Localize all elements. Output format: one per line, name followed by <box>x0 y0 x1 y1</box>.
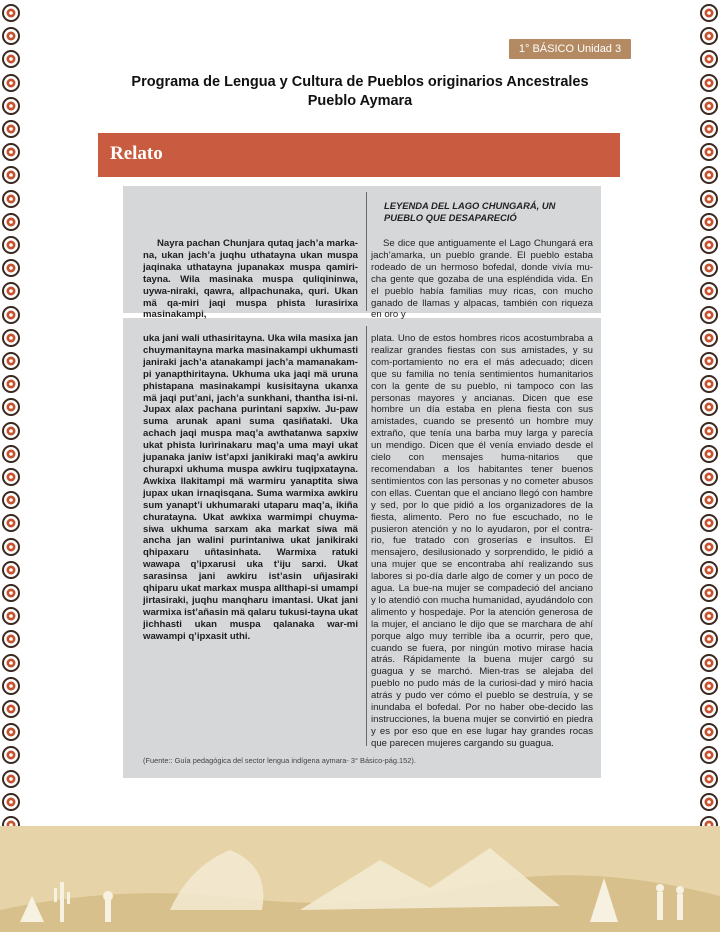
left-border-ornament <box>2 723 20 741</box>
right-border-ornament <box>700 259 718 277</box>
right-border-ornament <box>700 97 718 115</box>
right-border-ornament <box>700 793 718 811</box>
right-border-ornament <box>700 654 718 672</box>
left-border-ornament <box>2 143 20 161</box>
page-title-line2: Pueblo Aymara <box>307 93 413 109</box>
right-border-ornament <box>700 491 718 509</box>
spanish-text-part2: plata. Uno de estos hombres ricos acostumbraba a realizar grandes fiestas con sus amistades, y su com-portamiento no era el más adecuado; dicen que su familia no tenía sentimientos humanitarios con la gente de su pueblo, ni tampoco con las personas mayores y ancianas. Dicen que ese hombre un día estaba en plena fiesta con sus amistades, cuando se presentó un hombre muy extraño, que tenía una barba muy larga y parecía un mendigo. Dicen que él venía enviado desde el cielo con mensajes huma-nitarios que recomendaban a los habitantes tener buenos sentimientos con las personas y no cometer abusos con ellas. Cuentan que el anciano llegó con hambre y sed, por lo que pidió a los organizadores de la fiesta, alimento. Pero no fue escuchado, no le pusieron atención y no lo ayudaron, por el contra-rio, fue tratado con groserías e insultos. El mensajero, desilusionado y sorprendido, le pidió a una mujer que se encontraba ahí realizando sus labores si po-día darle algo de comer y un poco de agua. La bue-na mujer se compadeció del anciano y lo atendió con mucha humanidad, ayudándolo con alimento y hospedaje. Por la atención generosa de la mujer, el anciano le dijo que se marchara de ahí porque algo muy terrible iba a ocurrir, pero que, cuando se fuera, por ningún motivo mirase hacia atrás. Rápidamente la buena mujer cargó su guagua y se marchó. Mien-tras se alejaba del pueblo no pudo más de la curiosi-dad y miró hacia atrás y pudo ver cómo el pueblo se destruía, y se inundaba el bofedal. Por no haber obe-decido las instrucciones, la buena mujer se convirtió en piedra y es por eso que en ese lugar hay grandes rocas que parecen mujeres cargando su guagua. <box>371 333 593 749</box>
left-border-ornament <box>2 4 20 22</box>
left-border-ornament <box>2 329 20 347</box>
spanish-story-title: LEYENDA DEL LAGO CHUNGARÁ, UN PUEBLO QUE DESAPARECIÓ <box>384 200 556 223</box>
right-border-ornament <box>700 561 718 579</box>
left-border-ornament <box>2 677 20 695</box>
aymara-text-part1: Nayra pachan Chunjara qutaq jach’a marka-na, ukan jach’a juqhu uthatayna ukan muspa jaqinaka uthatayna jupanakax muspa qamiri-tayna. Wila masinaka muspa quliqininwa, uywa-niraki, qawra, allpachunaka, quri. Ukan mä qa-miri jaqi muspa phista lurasirixa masinakampi, <box>143 238 358 321</box>
right-border-ornament <box>700 329 718 347</box>
left-border-ornament <box>2 770 20 788</box>
left-border-ornament <box>2 422 20 440</box>
footer-landscape-illustration <box>0 826 720 932</box>
left-border-ornament <box>2 236 20 254</box>
right-border-ornament <box>700 630 718 648</box>
left-ornament-border <box>0 0 22 932</box>
right-border-ornament <box>700 375 718 393</box>
right-border-ornament <box>700 584 718 602</box>
right-border-ornament <box>700 398 718 416</box>
column-divider-bottom <box>366 326 367 746</box>
left-border-ornament <box>2 120 20 138</box>
page-title-line1: Programa de Lengua y Cultura de Pueblos originarios Ancestrales <box>131 74 589 90</box>
source-note: (Fuente:: Guía pedagógica del sector lengua indígena aymara- 3° Básico-pág.152). <box>143 756 416 765</box>
left-border-ornament <box>2 793 20 811</box>
left-border-ornament <box>2 27 20 45</box>
left-border-ornament <box>2 398 20 416</box>
right-border-ornament <box>700 190 718 208</box>
right-border-ornament <box>700 50 718 68</box>
section-banner <box>98 133 620 177</box>
right-border-ornament <box>700 27 718 45</box>
page-title <box>60 73 660 111</box>
left-border-ornament <box>2 630 20 648</box>
left-border-ornament <box>2 584 20 602</box>
left-border-ornament <box>2 213 20 231</box>
left-border-ornament <box>2 607 20 625</box>
left-border-ornament <box>2 97 20 115</box>
right-border-ornament <box>700 143 718 161</box>
left-border-ornament <box>2 375 20 393</box>
left-border-ornament <box>2 514 20 532</box>
right-border-ornament <box>700 120 718 138</box>
left-border-ornament <box>2 491 20 509</box>
left-border-ornament <box>2 282 20 300</box>
left-border-ornament <box>2 50 20 68</box>
right-border-ornament <box>700 677 718 695</box>
left-border-ornament <box>2 74 20 92</box>
left-border-ornament <box>2 190 20 208</box>
right-border-ornament <box>700 236 718 254</box>
section-title: Relato <box>110 143 163 164</box>
right-border-ornament <box>700 700 718 718</box>
left-border-ornament <box>2 700 20 718</box>
left-border-ornament <box>2 468 20 486</box>
right-border-ornament <box>700 282 718 300</box>
right-border-ornament <box>700 352 718 370</box>
left-border-ornament <box>2 538 20 556</box>
left-border-ornament <box>2 746 20 764</box>
left-border-ornament <box>2 561 20 579</box>
right-border-ornament <box>700 514 718 532</box>
right-border-ornament <box>700 422 718 440</box>
right-border-ornament <box>700 723 718 741</box>
left-border-ornament <box>2 259 20 277</box>
left-border-ornament <box>2 654 20 672</box>
right-border-ornament <box>700 4 718 22</box>
right-border-ornament <box>700 538 718 556</box>
grade-unit-badge: 1° BÁSICO Unidad 3 <box>509 39 631 59</box>
aymara-text-part2: uka jani wali uthasiritayna. Uka wila masixa jan chuymanitayna marka masinakampi ukhumasti janiraki jach’a atanakampi jach’a mamanakam-pi yanapthiritayna. Ukhuma uka jaqi mä uruna phistapana masinakampi kusisitayna ukanxa mä jaqi put’ani, jach’a sunkhani, thantha isi-ni. Jupax alax pachana purintani sapxiw. Ju-paw suma arunak apani suma qasiñataki. Uka achach jaqi muspa maq’a awthatanwa sapxiw ukat phista lurìrinakaru maq’a uma mayi ukat jupanaka janiw ist’apxi janikiraki maq’a awkiru churapxi ukhuma muspa awkiru tuqipxatayna. Awkixa llakitampi mä warmiru yanaptita siwa jupax ukan irnaqisqana. Suma warmixa awkiru sum yanapt’i ukhumaraki utaparu maq’a, ikiña churatayna. Ukat awkixa warmimpi chuyma-siwa ukhuma sarxam aka markat siwa mä ancha jan walini purintaniwa ukat janikiraki qhipaxaru uñtasinhata. Warmixa ratuki wawapa q’ipxarusi uka t’iju sarxi. Ukat sarasinsa jani awkiru ist’asin uñjasiraki qhiparu ukat markax muspa allthapi-si umampi jirtasiraki, juqhu manqharu imantasi. Ukat jani warmixa ist’añasin mä qalaru tukusi-tayna ukat jichhasti ukan muspa qalanaka war-mi wawampi q’ipxasit uthi. <box>143 333 358 642</box>
right-border-ornament <box>700 607 718 625</box>
right-ornament-border <box>698 0 720 932</box>
left-border-ornament <box>2 445 20 463</box>
left-border-ornament <box>2 166 20 184</box>
left-border-ornament <box>2 306 20 324</box>
spanish-text-part1: Se dice que antiguamente el Lago Chungará era jach’amarka, un pueblo grande. El pueblo estaba rodeado de un hermoso bofedal, donde vivía mu-cha gente que gozaba de una espléndida vida. En el pueblo había familias muy ricas, con mucho ganado de llamas y alpacas, también con riqueza en oro y <box>371 238 593 321</box>
right-border-ornament <box>700 74 718 92</box>
left-border-ornament <box>2 352 20 370</box>
right-border-ornament <box>700 770 718 788</box>
column-divider-top <box>366 192 367 311</box>
right-border-ornament <box>700 445 718 463</box>
right-border-ornament <box>700 468 718 486</box>
right-border-ornament <box>700 746 718 764</box>
right-border-ornament <box>700 213 718 231</box>
right-border-ornament <box>700 306 718 324</box>
right-border-ornament <box>700 166 718 184</box>
